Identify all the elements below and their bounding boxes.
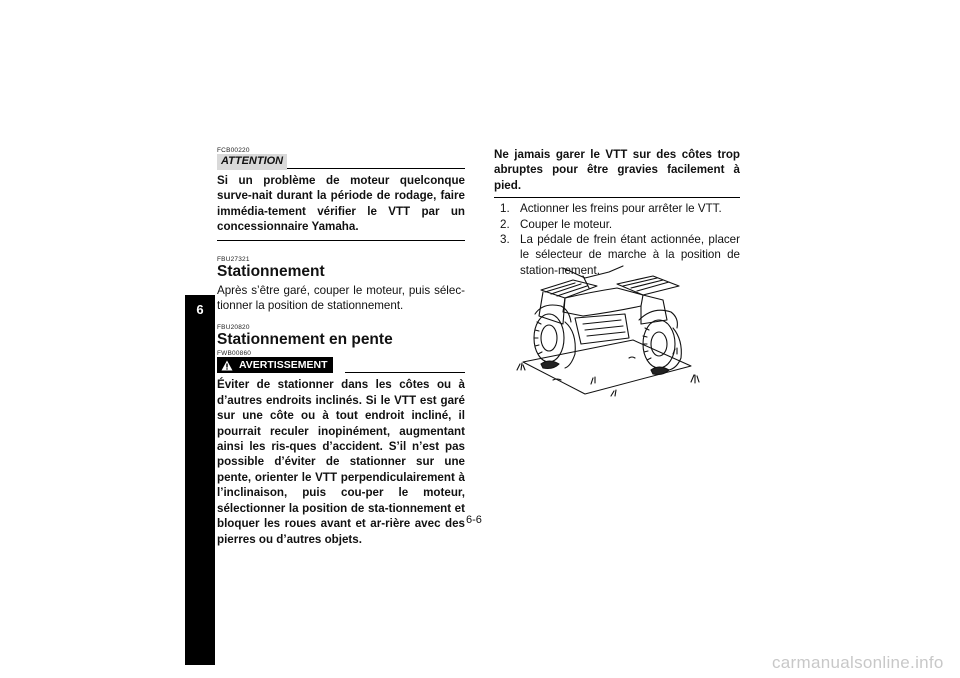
attention-label: ATTENTION [217, 154, 287, 170]
right-column [494, 147, 740, 278]
step-text: Actionner les freins pour arrêter le VTT. [520, 202, 722, 216]
attention-text: Si un problème de moteur quelconque surve-nait durant la période de rodage, faire immédia-tement vérifier le VTT par un concessionnaire Yamaha. [217, 174, 465, 234]
attention-code: FCB00220 [217, 147, 250, 154]
site-watermark: carmanualsonline.info [772, 653, 944, 672]
attention-header-rule [287, 168, 465, 169]
warning-code: FWB00860 [217, 350, 252, 358]
warning-header [217, 357, 465, 373]
chapter-tab [185, 295, 215, 665]
step-number: 2. [500, 217, 510, 231]
atv-parked-illustration [513, 262, 718, 402]
left-column [217, 147, 465, 547]
warning-continued-rule [494, 197, 740, 198]
page-number: 6-6 [466, 514, 482, 526]
stationnement-text: Après s’être garé, couper le moteur, puis sélec-tionner la position de stationnement. [217, 283, 465, 313]
warning-triangle-icon [221, 360, 233, 371]
stationnement-pente-title: Stationnement en pente [217, 331, 393, 349]
attention-header [217, 154, 465, 170]
warning-label-box [217, 357, 333, 373]
step-number: 1. [500, 202, 510, 216]
step-number: 3. [500, 233, 510, 247]
step-text: La pédale de frein étant actionnée, placer le sélecteur de marche à la position de station-nement. [520, 233, 740, 277]
stationnement-title: Stationnement [217, 262, 325, 280]
list-item [500, 217, 740, 232]
warning-text: Éviter de stationner dans les côtes ou à d’autres endroits inclinés. Si le VTT est garé sur une côte ou à tout endroit incliné, il pourrait reculer inopinément, augmentant ainsi les ris-ques d’accident. S’il n’est pas possible d’éviter de stationner sur une pente, orienter le VTT perpendiculairement à l’inclinaison, puis cou-per le moteur, sélectionner la position de sta-tionnement et bloquer les roues avant et ar-rière avec des pierres ou d’autres objets. [217, 378, 465, 546]
list-item [500, 201, 740, 216]
warning-label: AVERTISSEMENT [239, 359, 328, 372]
warning-continued-text: Ne jamais garer le VTT sur des côtes trop abruptes pour être gravies facilement à pied. [494, 148, 740, 192]
step-text: Couper le moteur. [520, 217, 613, 231]
warning-header-rule [345, 372, 465, 373]
stationnement-pente-code: FBU20820 [217, 324, 250, 332]
chapter-number: 6 [196, 302, 204, 317]
attention-footer-rule [217, 240, 465, 241]
stationnement-code: FBU27321 [217, 255, 250, 263]
